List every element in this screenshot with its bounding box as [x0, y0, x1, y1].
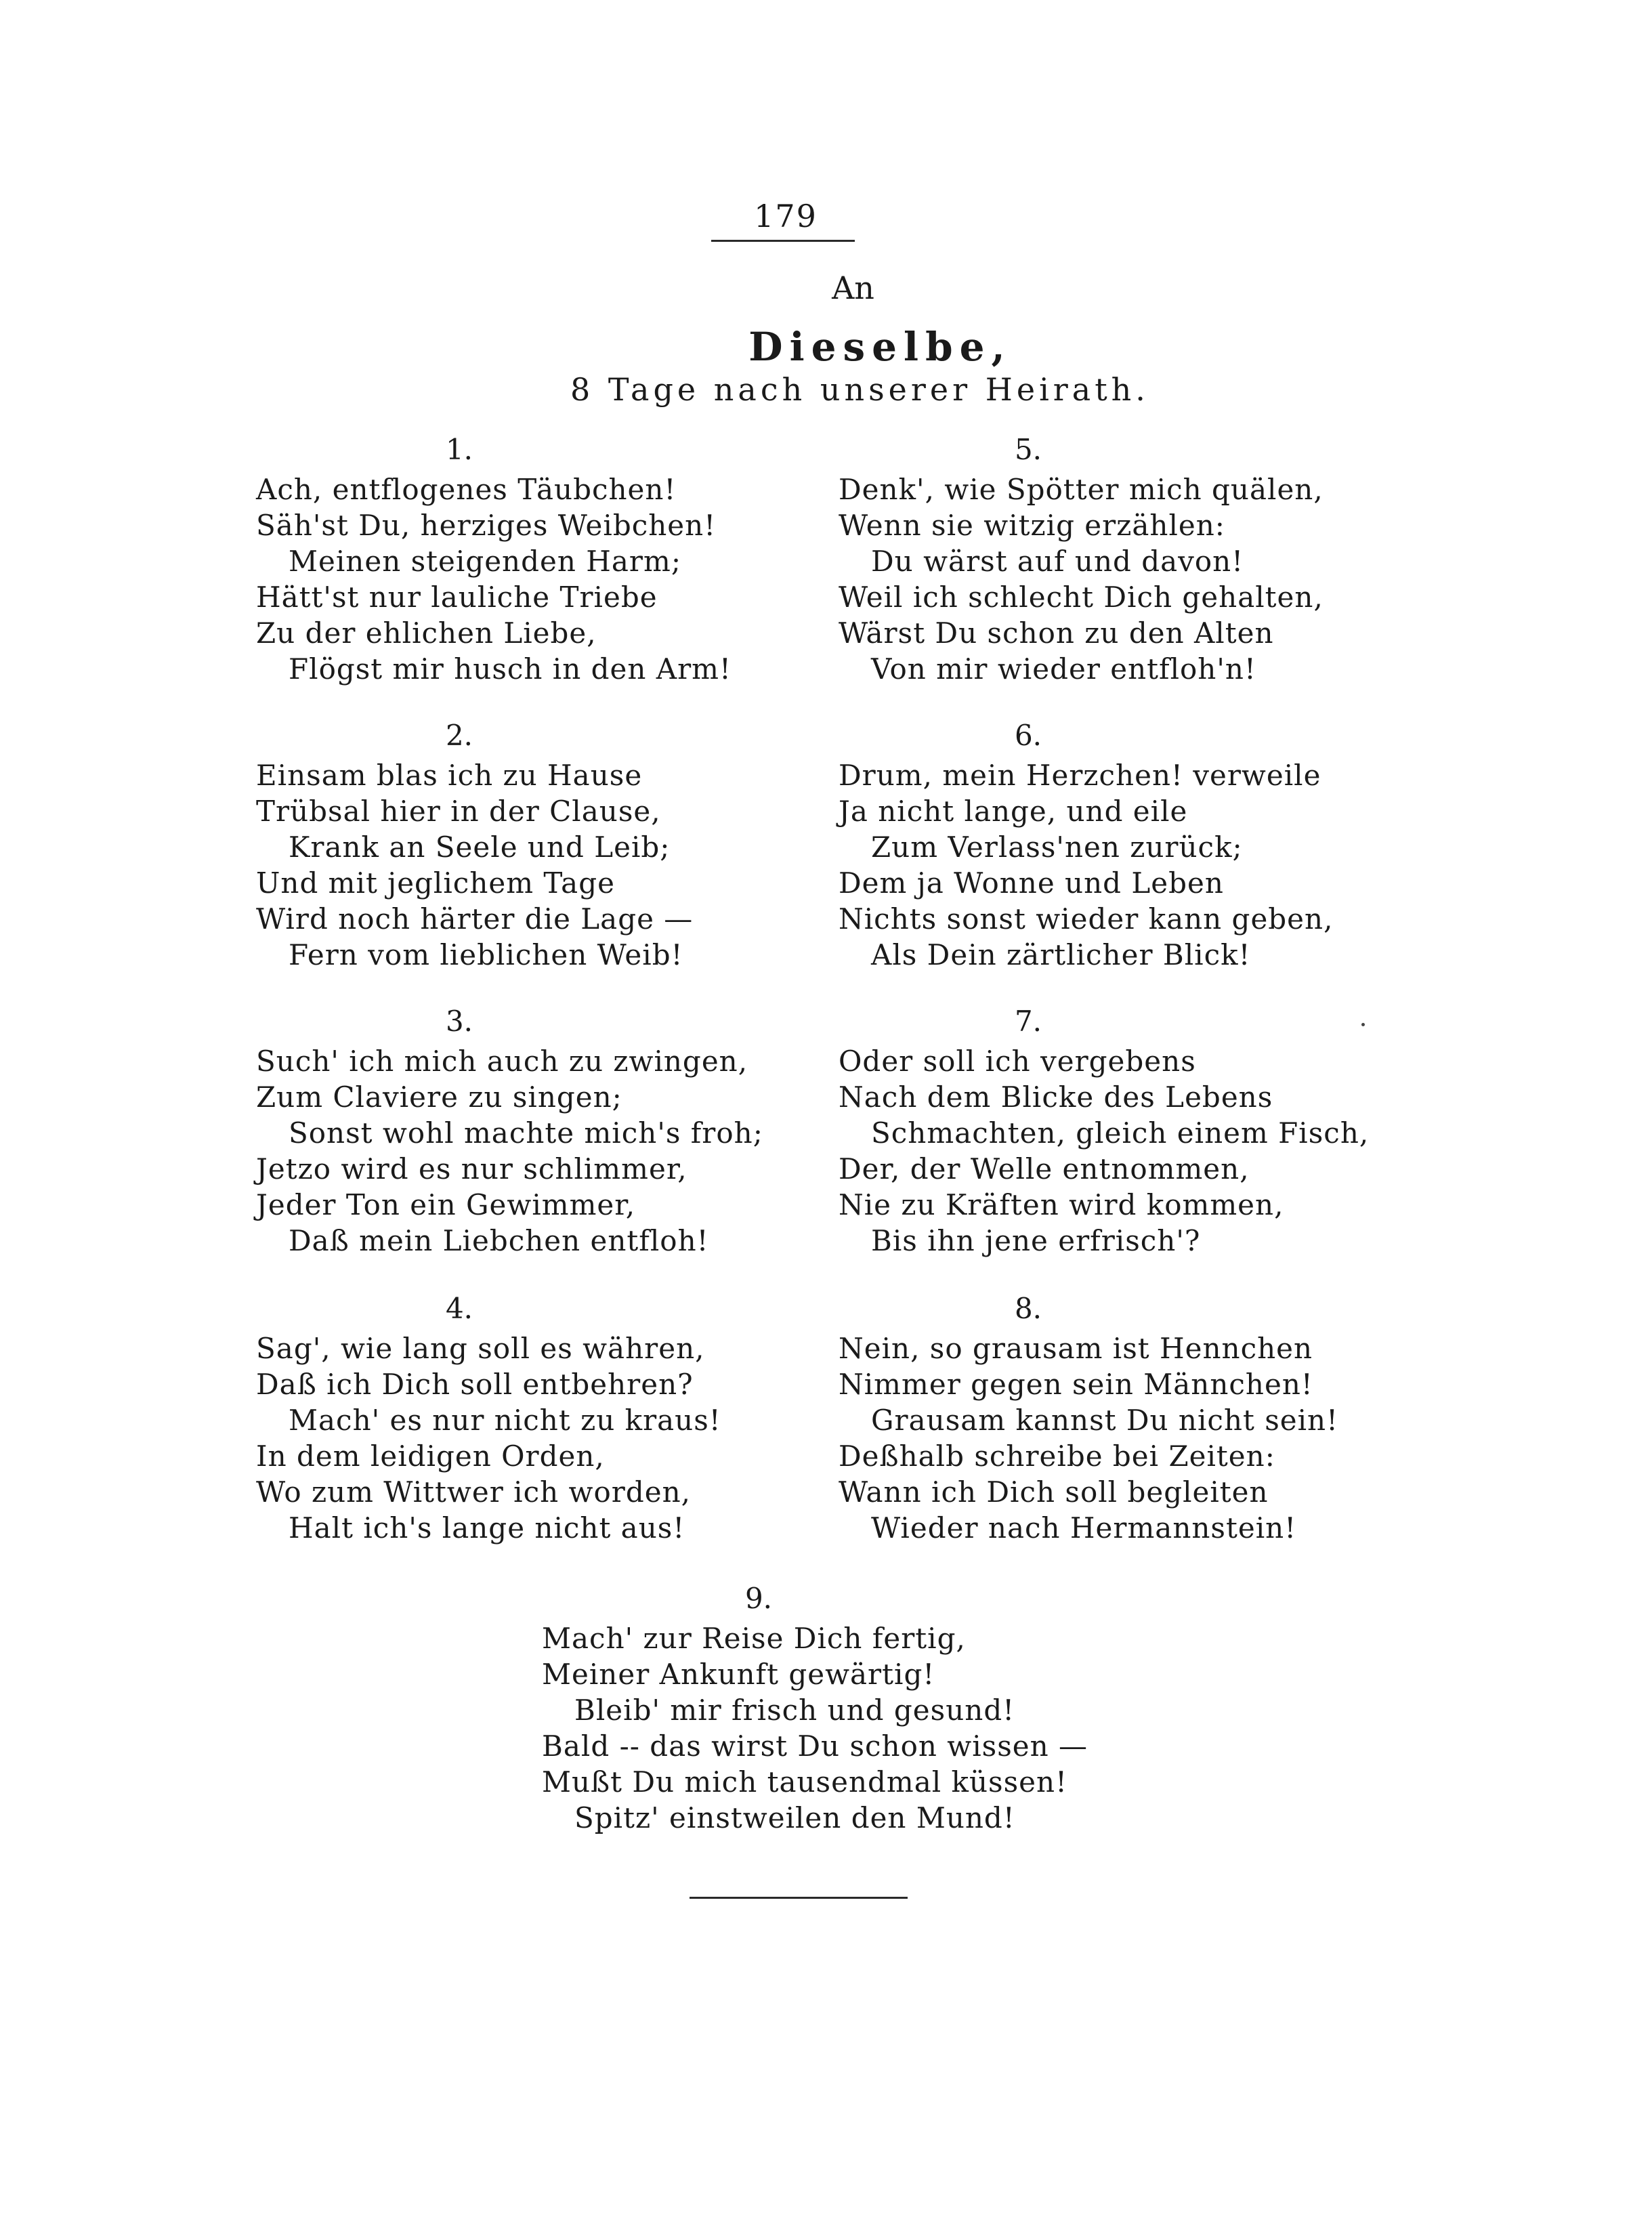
- stanza-number: 1.: [445, 433, 473, 466]
- verse-line: Bis ihn jene erfrisch'?: [871, 1224, 1201, 1257]
- verse-line: Ja nicht lange, und eile: [839, 795, 1188, 828]
- verse-line: Nach dem Blicke des Lebens: [839, 1080, 1273, 1114]
- verse-line: Und mit jeglichem Tage: [256, 866, 615, 900]
- stanza-number: 3.: [445, 1005, 473, 1038]
- verse-line: Deßhalb schreibe bei Zeiten:: [839, 1440, 1275, 1473]
- stanza-4: [256, 1290, 771, 1546]
- margin-speck: [1361, 1023, 1365, 1026]
- stanza-2: [256, 717, 771, 973]
- stanza-3: [256, 1003, 771, 1259]
- verse-line: Schmachten, gleich einem Fisch,: [871, 1116, 1370, 1150]
- verse-line: Wird noch härter die Lage —: [256, 902, 694, 936]
- verse-line: Nie zu Kräften wird kommen,: [839, 1188, 1284, 1221]
- stanza-number: 2.: [445, 719, 473, 752]
- verse-line: Der, der Welle entnommen,: [839, 1152, 1250, 1185]
- verse-line: Nimmer gegen sein Männchen!: [839, 1368, 1313, 1401]
- verse-line: Einsam blas ich zu Hause: [256, 759, 643, 792]
- verse-line: Such' ich mich auch zu zwingen,: [256, 1045, 748, 1078]
- verse-line: Wärst Du schon zu den Alten: [839, 616, 1274, 650]
- verse-line: Von mir wieder entfloh'n!: [871, 652, 1256, 686]
- stanza-7: [839, 1003, 1370, 1259]
- verse-line: Weil ich schlecht Dich gehalten,: [839, 581, 1323, 614]
- verse-line: Bleib' mir frisch und gesund!: [574, 1694, 1015, 1727]
- verse-line: Spitz' einstweilen den Mund!: [574, 1801, 1015, 1834]
- verse-line: Ach, entflogenes Täubchen!: [256, 473, 677, 506]
- verse-line: Als Dein zärtlicher Blick!: [871, 938, 1251, 971]
- verse-line: Bald -- das wirst Du schon wissen —: [542, 1729, 1088, 1763]
- page-number: 179: [754, 198, 818, 234]
- verse-line: Du wärst auf und davon!: [871, 545, 1244, 578]
- verse-line: Mach' zur Reise Dich fertig,: [542, 1622, 966, 1655]
- verse-line: Halt ich's lange nicht aus!: [289, 1511, 685, 1545]
- verse-line: Dem ja Wonne und Leben: [839, 866, 1224, 900]
- verse-line: Mach' es nur nicht zu kraus!: [289, 1404, 721, 1437]
- verse-line: Jetzo wird es nur schlimmer,: [256, 1152, 687, 1185]
- verse-line: Wieder nach Hermannstein!: [871, 1511, 1297, 1545]
- verse-line: Daß mein Liebchen entfloh!: [289, 1224, 709, 1257]
- title-prefix: An: [832, 270, 874, 306]
- stanza-8: [839, 1290, 1353, 1546]
- verse-line: Meinen steigenden Harm;: [289, 545, 681, 578]
- verse-line: Zu der ehlichen Liebe,: [256, 616, 597, 650]
- stanza-number: 8.: [1014, 1292, 1042, 1325]
- verse-line: Jeder Ton ein Gewimmer,: [256, 1188, 636, 1221]
- stanza-5: [839, 431, 1353, 687]
- poem-subtitle: 8 Tage nach unserer Heirath.: [570, 371, 1149, 408]
- page-number-rule: [711, 240, 855, 242]
- verse-line: In dem leidigen Orden,: [256, 1440, 605, 1473]
- verse-line: Krank an Seele und Leib;: [289, 831, 671, 864]
- verse-line: Nichts sonst wieder kann geben,: [839, 902, 1334, 936]
- verse-line: Fern vom lieblichen Weib!: [289, 938, 683, 971]
- stanza-6: [839, 717, 1353, 973]
- verse-line: Flögst mir husch in den Arm!: [289, 652, 732, 686]
- stanza-9: [542, 1580, 1088, 1836]
- verse-line: Trübsal hier in der Clause,: [256, 795, 661, 828]
- verse-line: Drum, mein Herzchen! verweile: [839, 759, 1321, 792]
- verse-line: Oder soll ich vergebens: [839, 1045, 1196, 1078]
- verse-line: Denk', wie Spötter mich quälen,: [839, 473, 1323, 506]
- verse-line: Mußt Du mich tausendmal küssen!: [542, 1765, 1067, 1799]
- verse-line: Nein, so grausam ist Hennchen: [839, 1332, 1313, 1365]
- verse-line: Zum Verlass'nen zurück;: [871, 831, 1243, 864]
- poem-title: Dieselbe,: [748, 324, 1012, 370]
- stanza-number: 6.: [1014, 719, 1042, 752]
- verse-line: Wenn sie witzig erzählen:: [839, 509, 1225, 542]
- verse-line: Meiner Ankunft gewärtig!: [542, 1658, 935, 1691]
- verse-line: Säh'st Du, herziges Weibchen!: [256, 509, 717, 542]
- verse-line: Wo zum Wittwer ich worden,: [256, 1475, 691, 1509]
- verse-line: Zum Claviere zu singen;: [256, 1080, 622, 1114]
- stanza-number: 7.: [1014, 1005, 1042, 1038]
- stanza-1: [256, 431, 771, 687]
- verse-line: Sonst wohl machte mich's froh;: [289, 1116, 763, 1150]
- end-rule: [690, 1897, 908, 1899]
- verse-line: Hätt'st nur lauliche Triebe: [256, 581, 658, 614]
- stanza-number: 5.: [1014, 433, 1042, 466]
- stanza-number: 4.: [445, 1292, 473, 1325]
- verse-line: Daß ich Dich soll entbehren?: [256, 1368, 694, 1401]
- stanza-number: 9.: [744, 1582, 773, 1615]
- verse-line: Sag', wie lang soll es währen,: [256, 1332, 705, 1365]
- verse-line: Wann ich Dich soll begleiten: [839, 1475, 1269, 1509]
- verse-line: Grausam kannst Du nicht sein!: [871, 1404, 1338, 1437]
